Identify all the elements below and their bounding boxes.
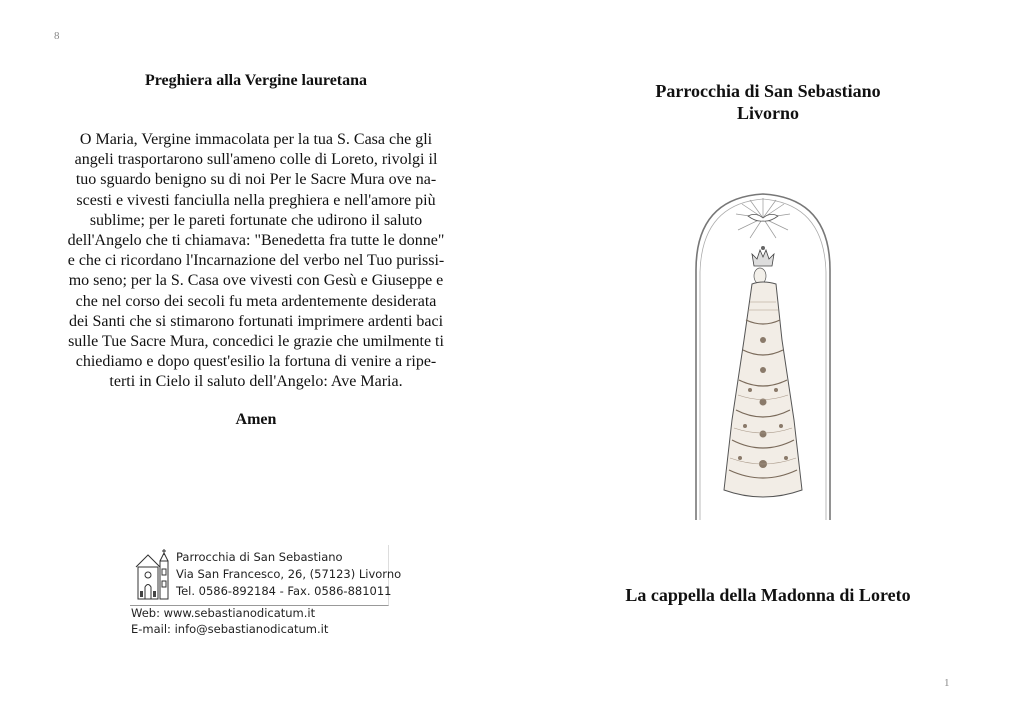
stamp-parish-name: Parrocchia di San Sebastiano	[176, 550, 343, 564]
parish-contact-stamp	[130, 545, 402, 641]
prayer-line: e che ci ricordano l'Incarnazione del verbo nel Tuo purissi-	[67, 252, 445, 270]
prayer-line: mo seno; per la S. Casa ove vivesti con Gesù e Giuseppe e	[68, 272, 444, 290]
prayer-title: Preghiera alla Vergine lauretana	[144, 72, 368, 89]
page-number-left: 8	[54, 30, 60, 42]
stamp-phone: Tel. 0586-892184 - Fax. 0586-881011	[176, 584, 392, 598]
prayer-line: sublime; per le pareti fortunate che udirono il saluto	[89, 211, 423, 229]
prayer-section	[50, 72, 462, 429]
parish-heading-line2: Livorno	[736, 103, 799, 123]
prayer-text	[50, 130, 462, 393]
prayer-line: dell'Angelo che ti chiamava: "Benedetta fra tutte le donne"	[67, 232, 445, 250]
prayer-line: terti in Cielo il saluto dell'Angelo: Ave Maria.	[109, 373, 403, 391]
prayer-line: scesti e vivesti fanciulla nella preghiera e nell'amore più	[76, 191, 436, 209]
stamp-email: E-mail: info@sebastianodicatum.it	[131, 622, 329, 636]
stamp-address: Via San Francesco, 26, (57123) Livorno	[176, 567, 402, 581]
page-number-right: 1	[944, 677, 950, 689]
prayer-line: che nel corso dei secoli fu meta ardentemente desiderata	[75, 292, 437, 310]
prayer-line: chiediamo e dopo quest'esilio la fortuna di venire a ripe-	[75, 353, 437, 371]
church-icon	[132, 547, 172, 601]
prayer-closing: Amen	[235, 410, 277, 428]
madonna-di-loreto-illustration	[690, 190, 836, 524]
prayer-line: angeli trasportarono sull'ameno colle di Loreto, rivolgi il	[74, 151, 438, 169]
prayer-line: dei Santi che si stimarono fortunati imprimere ardenti baci	[68, 312, 444, 330]
parish-heading	[620, 80, 916, 124]
prayer-line: O Maria, Vergine immacolata per la tua S. Casa che gli	[79, 131, 433, 148]
stamp-web: Web: www.sebastianodicatum.it	[131, 606, 316, 620]
prayer-line: sulle Tue Sacre Mura, concedici le grazie che umilmente ti	[68, 333, 444, 351]
parish-heading-line1: Parrocchia di San Sebastiano	[655, 81, 881, 101]
chapel-caption: La cappella della Madonna di Loreto	[625, 585, 911, 605]
prayer-line: tuo sguardo benigno su di noi Per le Sacre Mura ove na-	[75, 171, 437, 189]
